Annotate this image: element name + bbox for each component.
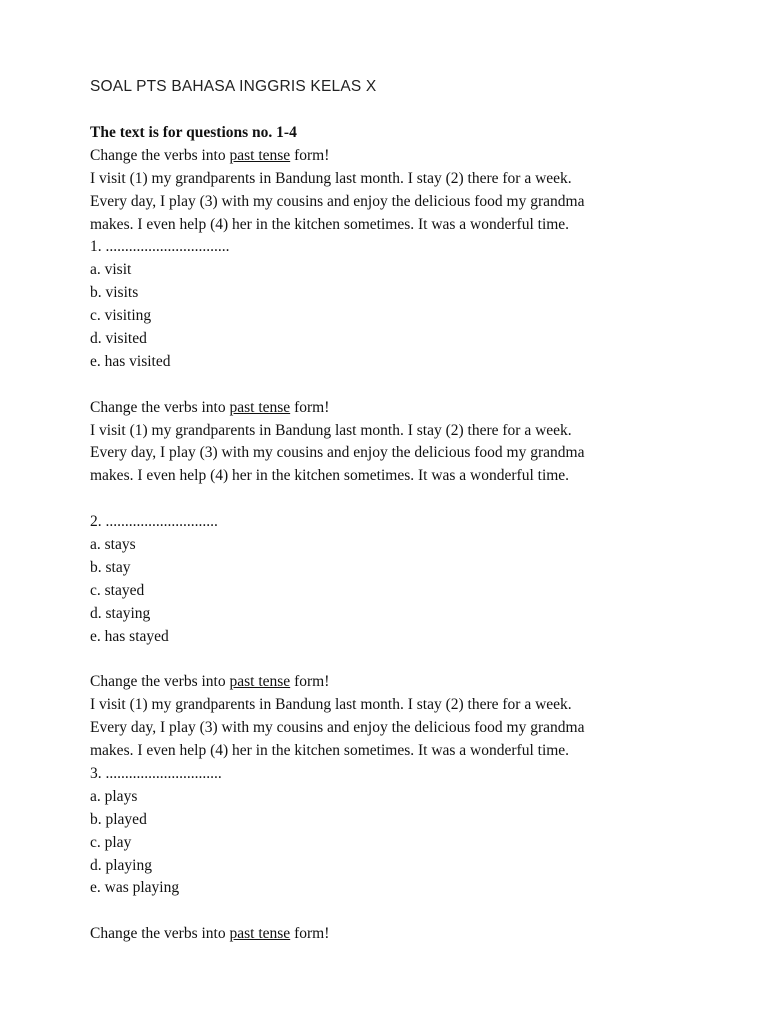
document-title: SOAL PTS BAHASA INGGRIS KELAS X — [90, 78, 377, 95]
question-3-option-b: b. played — [90, 810, 147, 828]
passage-line-3: makes. I even help (4) her in the kitchen sometimes. It was a wonderful time. — [90, 467, 570, 485]
passage-line-2: Every day, I play (3) with my cousins and enjoy the delicious food my grandma — [90, 444, 585, 462]
question-1-option-a: a. visit — [90, 261, 132, 279]
passage-line-1: I visit (1) my grandparents in Bandung last month. I stay (2) there for a week. — [90, 696, 572, 714]
instruction-underlined: past tense — [229, 146, 291, 164]
instruction-after: form! — [290, 398, 330, 416]
passage-line-3: makes. I even help (4) her in the kitchen sometimes. It was a wonderful time. — [90, 742, 570, 760]
passage-line-1: I visit (1) my grandparents in Bandung last month. I stay (2) there for a week. — [90, 169, 572, 187]
instruction-underlined: past tense — [229, 398, 291, 416]
passage-line-3: makes. I even help (4) her in the kitchen sometimes. It was a wonderful time. — [90, 215, 570, 233]
question-1-option-c: c. visiting — [90, 307, 152, 325]
question-3-option-e: e. was playing — [90, 879, 180, 897]
passage-line-2: Every day, I play (3) with my cousins and enjoy the delicious food my grandma — [90, 719, 585, 737]
instruction-line — [90, 145, 730, 168]
instruction-after: form! — [290, 925, 330, 943]
instruction-line — [90, 671, 730, 694]
passage-line-2: Every day, I play (3) with my cousins and enjoy the delicious food my grandma — [90, 192, 585, 210]
question-2-option-b: b. stay — [90, 558, 131, 576]
question-2-number: 2. ............................. — [90, 513, 218, 531]
instruction-line — [90, 923, 730, 946]
instruction-underlined: past tense — [229, 925, 291, 943]
question-2-option-c: c. stayed — [90, 581, 145, 599]
intro-heading: The text is for questions no. 1-4 — [90, 124, 297, 141]
instruction-before: Change the verbs into — [90, 673, 230, 691]
question-1-option-d: d. visited — [90, 330, 147, 348]
question-2-option-e: e. has stayed — [90, 627, 169, 645]
spacer — [90, 374, 730, 397]
question-3-number: 3. .............................. — [90, 764, 222, 782]
question-3-option-a: a. plays — [90, 787, 138, 805]
instruction-after: form! — [290, 146, 330, 164]
spacer — [90, 648, 730, 671]
instruction-after: form! — [290, 673, 330, 691]
question-1-option-e: e. has visited — [90, 352, 171, 370]
question-3-option-c: c. play — [90, 833, 132, 851]
document-body — [90, 122, 730, 946]
instruction-underlined: past tense — [229, 673, 291, 691]
question-1-number: 1. ................................ — [90, 238, 230, 256]
instruction-before: Change the verbs into — [90, 925, 230, 943]
question-2-option-d: d. staying — [90, 604, 151, 622]
question-1-option-b: b. visits — [90, 284, 139, 302]
instruction-before: Change the verbs into — [90, 146, 230, 164]
spacer — [90, 900, 730, 923]
passage-line-1: I visit (1) my grandparents in Bandung last month. I stay (2) there for a week. — [90, 421, 572, 439]
spacer — [90, 488, 730, 511]
instruction-line — [90, 397, 730, 420]
question-2-option-a: a. stays — [90, 536, 136, 554]
question-3-option-d: d. playing — [90, 856, 152, 874]
instruction-before: Change the verbs into — [90, 398, 230, 416]
